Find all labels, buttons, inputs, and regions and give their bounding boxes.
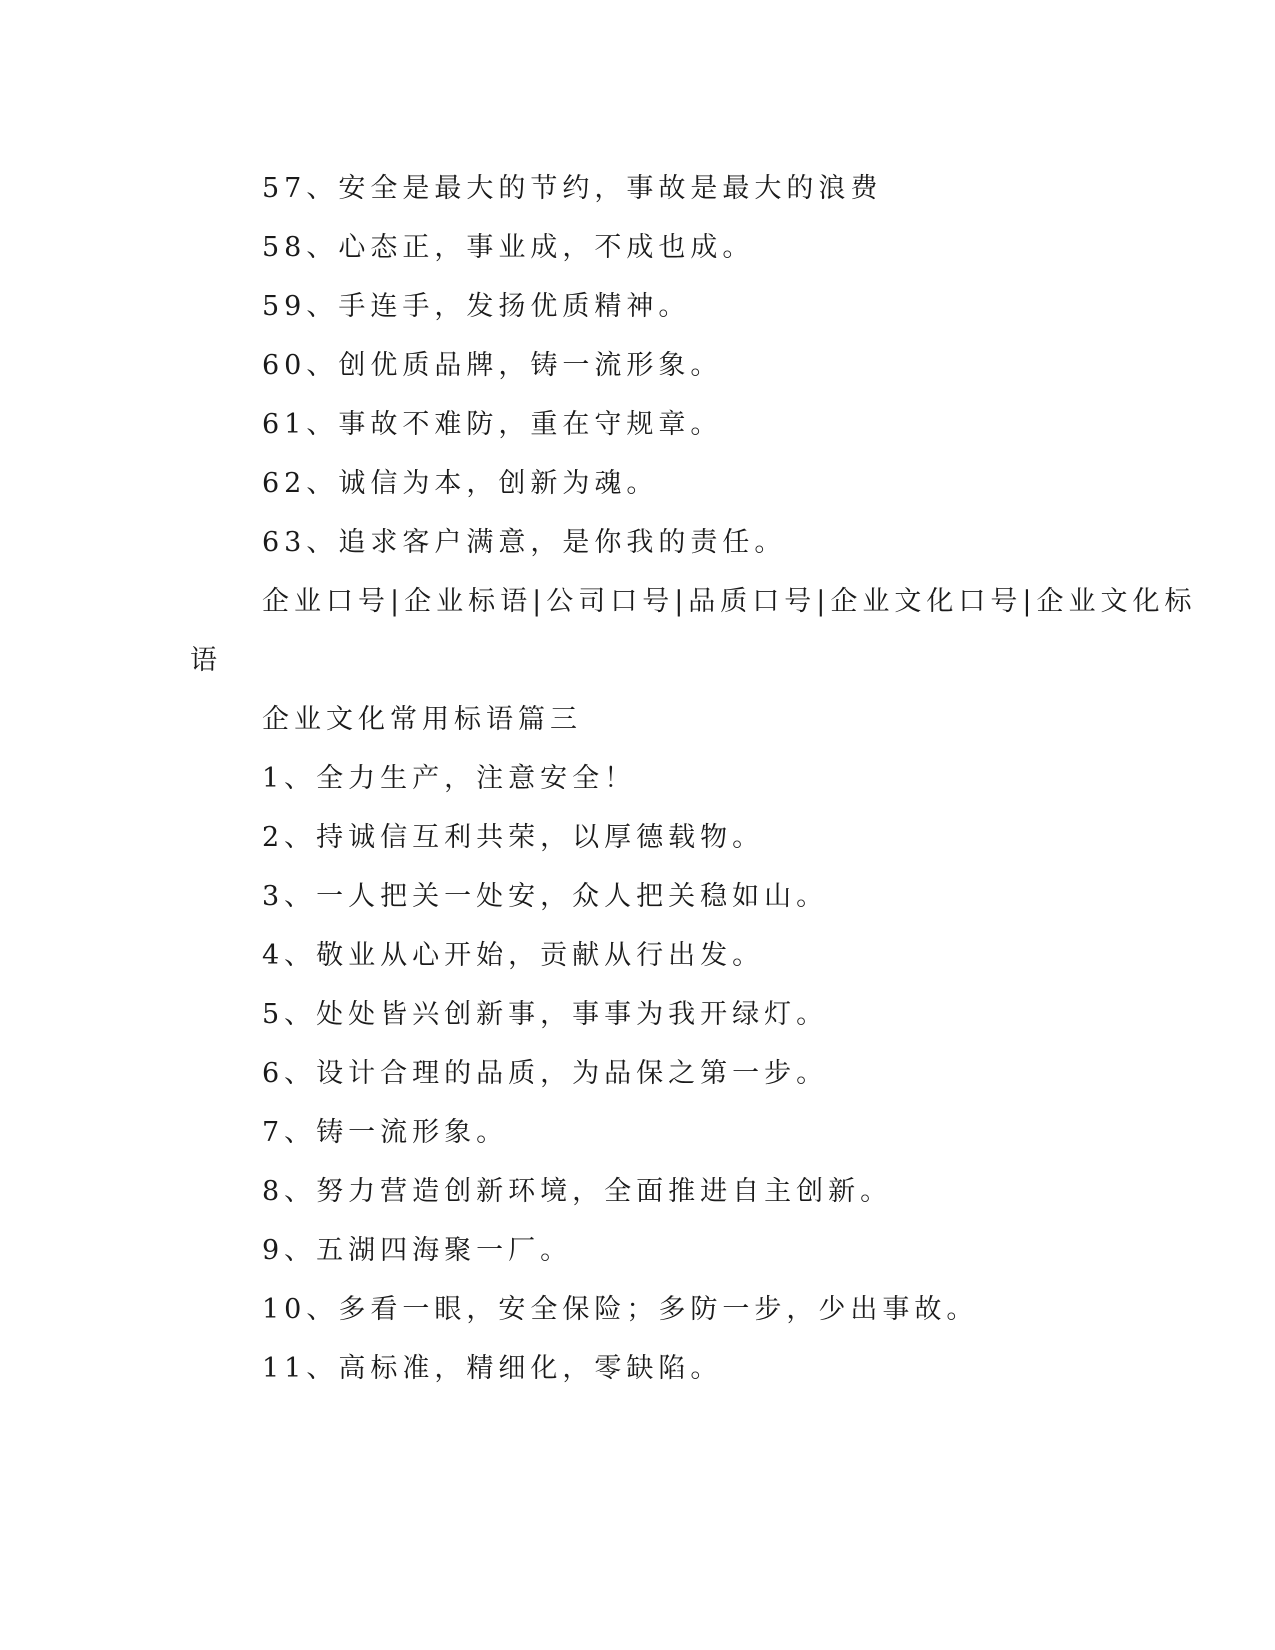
slogan-2: 2、持诚信互利共荣，以厚德载物。 (262, 822, 765, 853)
slogan-58: 58、心态正，事业成，不成也成。 (262, 232, 755, 263)
slogan-4: 4、敬业从心开始，贡献从行出发。 (262, 940, 765, 971)
slogan-61: 61、事故不难防，重在守规章。 (262, 409, 723, 440)
slogan-59: 59、手连手，发扬优质精神。 (262, 291, 691, 322)
section-heading: 企业文化常用标语篇三 (262, 704, 582, 735)
keyword-line-wrap: 语 (190, 645, 222, 676)
slogan-10: 10、多看一眼，安全保险；多防一步，少出事故。 (262, 1294, 979, 1325)
slogan-60: 60、创优质品牌，铸一流形象。 (262, 350, 723, 381)
slogan-6: 6、设计合理的品质，为品保之第一步。 (262, 1058, 829, 1089)
slogan-5: 5、处处皆兴创新事，事事为我开绿灯。 (262, 999, 829, 1030)
slogan-62: 62、诚信为本，创新为魂。 (262, 468, 659, 499)
slogan-7: 7、铸一流形象。 (262, 1117, 509, 1148)
slogan-3: 3、一人把关一处安，众人把关稳如山。 (262, 881, 829, 912)
slogan-1: 1、全力生产，注意安全！ (262, 763, 637, 794)
keyword-line: 企业口号|企业标语|公司口号|品质口号|企业文化口号|企业文化标 (262, 586, 1197, 617)
slogan-57: 57、安全是最大的节约，事故是最大的浪费 (262, 173, 883, 204)
slogan-63: 63、追求客户满意，是你我的责任。 (262, 527, 787, 558)
slogan-11: 11、高标准，精细化，零缺陷。 (262, 1353, 723, 1384)
slogan-9: 9、五湖四海聚一厂。 (262, 1235, 573, 1266)
slogan-8: 8、努力营造创新环境，全面推进自主创新。 (262, 1176, 893, 1207)
